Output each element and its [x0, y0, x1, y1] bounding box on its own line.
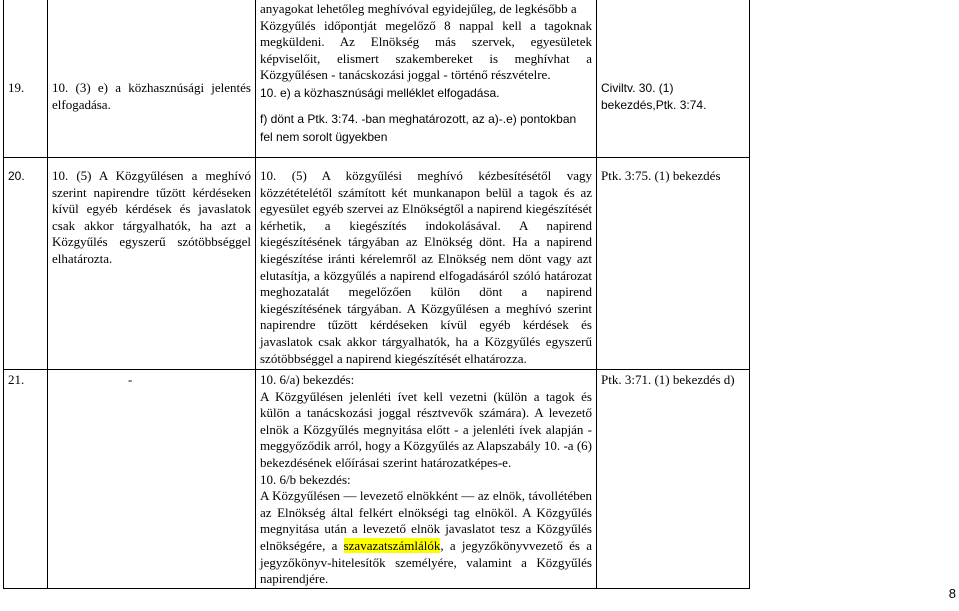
row-number-text: 20. [8, 169, 25, 183]
table-row [4, 158, 750, 370]
old-text-cell [48, 158, 256, 370]
row-number [4, 0, 48, 158]
page-number: 8 [948, 586, 956, 601]
reference-text: Civiltv. 30. (1) bekezdés,Ptk. 3:74. [601, 81, 707, 112]
new-text-cell [256, 0, 597, 158]
new-text-part: A Közgyűlésen — levezető elnökként — az elnök, távollétében az Elnökség által felkért elnökségi tag elnököl. A Közgyűlés megnyitása után a levezető elnök javaslatot tesz a Közgyűlés elnökségére, a [260, 488, 592, 553]
row-number [4, 370, 48, 589]
row-number [4, 158, 48, 370]
new-text-line: képviselőit, elismert szakembereket is meghívhat a [260, 50, 592, 66]
new-text-heading: 10. 6/a) bekezdés: [260, 372, 355, 387]
new-text-line: megküldeni. Az Elnökség más szervek, egyesületek [260, 34, 592, 50]
new-text-e: 10. e) a közhasznúsági melléklet elfogadása. [260, 85, 500, 100]
old-text: - [128, 372, 133, 387]
reference-cell [597, 370, 750, 589]
reference-cell [597, 0, 750, 158]
new-text: 10. (5) A közgyűlési meghívó kézbesítésétől vagy közzétételétől számított két munkanapon belül a tagok és az egyesület egyéb szervei az Elnökségtől a napirend kiegészítését kérhetik, a kiegészítés indokolásával. A napirend kiegészítésének tárgyában az Elnökség dönt. Ha a napirend kiegészítése iránti kérelemről az Elnökség nem dönt vagy azt elutasítja, a közgyűlés a napirend elfogadásáról szóló határozat meghozatalát megelőzően külön dönt a napirend kiegészítésének tárgyában. A Közgyűlésen a meghívó szerint napirendre tűzött kérdéseken kívül egyéb kérdések és javaslatok csak akkor tárgyalhatók, ha a Közgyűlés egyszerű szótöbbséggel a napirend kiegészítését elhatározza. [260, 168, 592, 366]
new-text-line: Közgyűlésen - tanácskozási joggal - történő részvételre. [260, 67, 551, 83]
old-text: 10. (3) e) a közhasznúsági jelentés elfogadása. [52, 80, 251, 112]
new-text-line: Közgyűlés időpontját megelőző 8 nappal kell a tagoknak [260, 17, 592, 33]
new-text-cell [256, 158, 597, 370]
new-text-cell [256, 370, 597, 589]
new-text-f: f) dönt a Ptk. 3:74. -ban meghatározott, az a)-.e) pontokban fel nem sorolt ügyekben [260, 111, 577, 144]
old-text-cell [48, 0, 256, 158]
table-row [4, 370, 750, 589]
comparison-table [3, 0, 750, 589]
reference-cell [597, 158, 750, 370]
new-text-line: anyagokat lehetőleg meghívóval egyidejűleg, de legkésőbb a [260, 1, 577, 16]
new-text-part: , a jegyzőkönyvvezető és a jegyzőkönyv-hitelesítők személyére, valamint a Közgyűlés napirendjére. [260, 537, 592, 587]
table-row [4, 0, 750, 158]
row-number-text: 19. [8, 80, 25, 95]
new-text: A Közgyűlésen jelenléti ívet kell vezetni (külön a tagok és külön a tanácskozási joggal résztvevők számára). A levezető elnök a Közgyűlés megnyitása előtt - a jelenléti ívek alapján - meggyőződik arról, hogy a Közgyűlés az Alapszabály 10. -a (6) bekezdésének előírásai szerint határozatképes-e. [260, 388, 592, 470]
old-text: 10. (5) A Közgyűlésen a meghívó szerint napirendre tűzött kérdéseken kívül egyéb kérdések és javaslatok csak akkor tárgyalhatók, ha azt a Közgyűlés egyszerű szótöbbséggel elhatározta. [52, 168, 251, 266]
new-text [260, 488, 592, 588]
reference-text: Ptk. 3:75. (1) bekezdés [601, 168, 721, 183]
new-text-heading: 10. 6/b bekezdés: [260, 471, 351, 487]
highlighted-word: szavazatszámlálók [343, 537, 441, 553]
old-text-cell [48, 370, 256, 589]
row-number-text: 21. [8, 372, 25, 387]
reference-text: Ptk. 3:71. (1) bekezdés d) [601, 372, 735, 387]
